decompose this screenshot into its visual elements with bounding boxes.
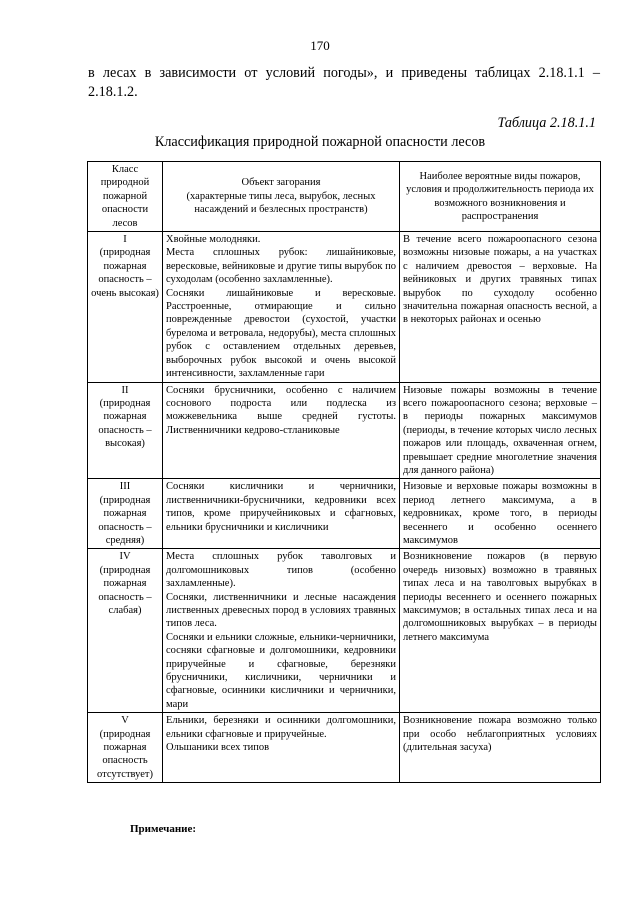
object-line: Ельники, березняки и осинники долгомошники, ельники сфагновые и приручейные. [166,715,396,740]
class-description: (природная пожарная опасность – очень высокая) [91,247,159,299]
table-row [88,382,601,479]
object-cell [163,479,400,549]
object-cell [163,549,400,713]
class-description: (природная пожарная опасность – слабая) [98,564,152,616]
object-line: Сосняки лишайниковые и вересковые. Расстроенные, отмирающие и сильно поврежденные древостои (сухостой, участки бурелома и ветровала, недорубы), места сплошных рубок с оставлением отдельных деревьев, выборочных рубок высокой и очень высокой интенсивности, захламленные гари [166,287,396,380]
object-line: Хвойные молодняки. [166,234,261,246]
class-number: III [119,481,131,493]
class-description: (природная пожарная опасность – средняя) [98,494,152,546]
fires-cell: Возникновение пожара возможно только при особо неблагоприятных условиях (длительная засуха) [400,713,601,783]
class-description: (природная пожарная опасность – высокая) [98,397,152,450]
object-line: Сосняки, лиственничники и лесные насаждения лиственных древесных пород в условиях травяных типов леса. [166,591,396,630]
header-object-subtitle: (характерные типы леса, вырубок, лесных насаждений и безлесных пространств) [186,190,376,216]
object-cell [163,232,400,382]
fire-danger-table [87,161,601,783]
table-caption: Таблица 2.18.1.1 [497,115,596,131]
header-object [163,162,400,232]
class-cell [88,232,163,382]
table-header-row [88,162,601,232]
intro-paragraph: в лесах в зависимости от условий погоды», и приведены таблицах 2.18.1.1 – 2.18.1.2. [88,65,600,100]
object-line: Места сплошных рубок таволговых и долгомошниковых типов (особенно захламленные). [166,551,396,590]
class-number: II [121,384,129,396]
object-line: Сосняки и ельники сложные, ельники-черничники, сосняки сфагновые и долгомошники, кедровники приручейные и сфагновые, березняки брусничники, кисличники, черничники и сфагновые, осинники кисличники и черничники, мари [166,631,396,710]
note-label: Примечание: [130,823,197,835]
header-object-title: Объект загорания [241,177,321,189]
header-class: Класс природной пожарной опасности лесов [88,162,163,232]
object-line: Ольшаники всех типов [166,742,270,754]
object-line: Места сплошных рубок: лишайниковые, вересковые, вейниковые и другие типы вырубок по суходолам (особенно захламленные). [166,247,396,286]
object-line: Сосняки брусничники, особенно с наличием соснового подроста или подлеска из можжевельника выше средней густоты. Лиственничники кедрово-стланиковые [166,384,396,436]
table-row [88,549,601,713]
class-number: V [121,715,129,727]
table-row [88,232,601,382]
object-line: Сосняки кисличники и черничники, лиственничники-брусничники, кедровники всех типов, кроме приручейниковых и сфагновых, ельники брусничники и кисличники [166,481,396,533]
table-row [88,479,601,549]
fires-cell: В течение всего пожароопасного сезона возможны низовые пожары, а на участках с наличием древостоя – верховые. На вейниковых и других травяных типах вырубок по суходолу особенно значительна пожарная опасность весной, а в некоторых районах и осенью [400,232,601,382]
table-title: Классификация природной пожарной опасности лесов [154,134,486,150]
class-cell [88,479,163,549]
table-row [88,713,601,783]
class-number: IV [119,551,131,563]
fires-cell: Низовые и верховые пожары возможны в период летнего максимума, а в кедровниках, кроме того, в периоды весеннего и особенно осеннего максимумов [400,479,601,549]
class-number: I [123,234,127,246]
object-cell [163,713,400,783]
class-cell [88,713,163,783]
fires-cell: Низовые пожары возможны в течение всего пожароопасного сезона; верховые – в периоды пожарных максимумов (периоды, в течение которых число лесных пожаров или площадь, охваченная огнем, превышает средние многолетние значения для данного района) [400,382,601,479]
page-number: 170 [310,38,330,53]
object-cell [163,382,400,479]
class-cell [88,549,163,713]
header-fires: Наиболее вероятные виды пожаров, условия и продолжительность периода их возможного возникновения и распространения [400,162,601,232]
fires-cell: Возникновение пожаров (в первую очередь низовых) возможно в травяных типах леса и на таволговых вырубках в периоды весеннего и осеннего пожарных максимумов; в остальных типах леса и на долгомошниковых вырубках – в периоды летнего максимума [400,549,601,713]
class-cell [88,382,163,479]
class-description: (природная пожарная опасность отсутствует) [96,728,154,780]
